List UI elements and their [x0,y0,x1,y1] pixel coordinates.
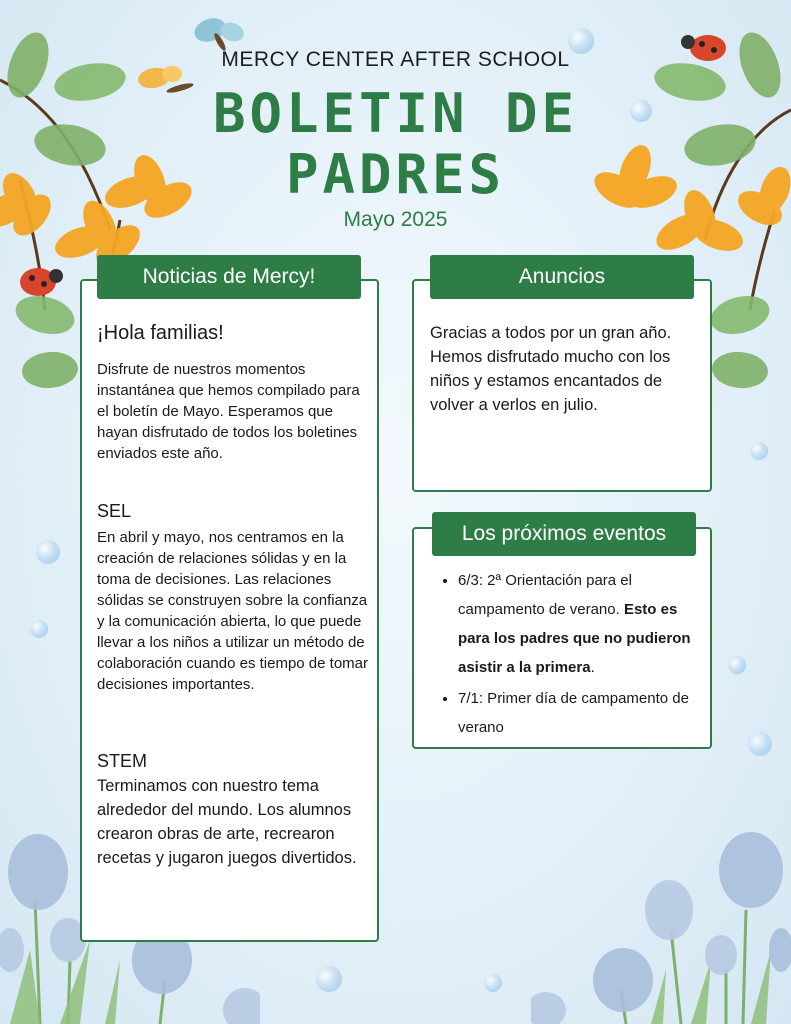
event-text: 7/1: Primer día de campamento de verano [458,690,689,736]
newsletter-title-line-2: PADRES [285,143,506,206]
events-list [436,566,702,744]
stem-heading: STEM [97,751,148,771]
bubble-decoration [748,732,772,756]
intro-text: Disfrute de nuestros momentos instantánea que hemos compilado para el boletín de Mayo. Esperamos que hayan disfrutado de todos los boletines enviados este año. [97,361,360,462]
stem-text: Terminamos con nuestro tema alrededor del mundo. Los alumnos crearon obras de arte, recrearon recetas y jugaron juegos divertidos. [97,777,357,867]
announcements-tab: Anuncios [430,255,694,299]
event-text: 6/3: 2ª Orientación para el campamento de verano. [458,572,632,618]
bubble-decoration [30,620,48,638]
bubble-decoration [484,974,502,992]
newsletter-title-line-1: BOLETIN DE [212,82,579,145]
bubble-decoration [750,442,768,460]
bubble-decoration [36,540,60,564]
sel-heading: SEL [97,501,132,521]
event-item [458,566,702,682]
tulip-decoration-right [531,820,791,1024]
school-name: MERCY CENTER AFTER SCHOOL [221,48,570,71]
event-end-punctuation: . [590,659,595,676]
news-tab: Noticias de Mercy! [97,255,361,299]
event-item [458,684,702,742]
event-bold-note: Esto es para los padres que no pudieron asistir a la primera [458,601,691,676]
sel-text: En abril y mayo, nos centramos en la creación de relaciones sólidas y en la toma de decisiones. Las relaciones sólidas se construyen sobre la confianza y la comunicación abierta, lo que puede llevar a los niños a utilizar un método de colaboración cuando es tiempo de tomar decisiones importantes. [97,529,368,693]
bubble-decoration [316,966,342,992]
announcements-text: Gracias a todos por un gran año. Hemos disfrutado mucho con los niños y estamos encantados de volver a verlos en julio. [430,324,672,414]
newsletter-date: Mayo 2025 [343,208,448,231]
greeting: ¡Hola familias! [97,322,224,344]
events-tab: Los próximos eventos [432,512,696,556]
bubble-decoration [728,656,746,674]
